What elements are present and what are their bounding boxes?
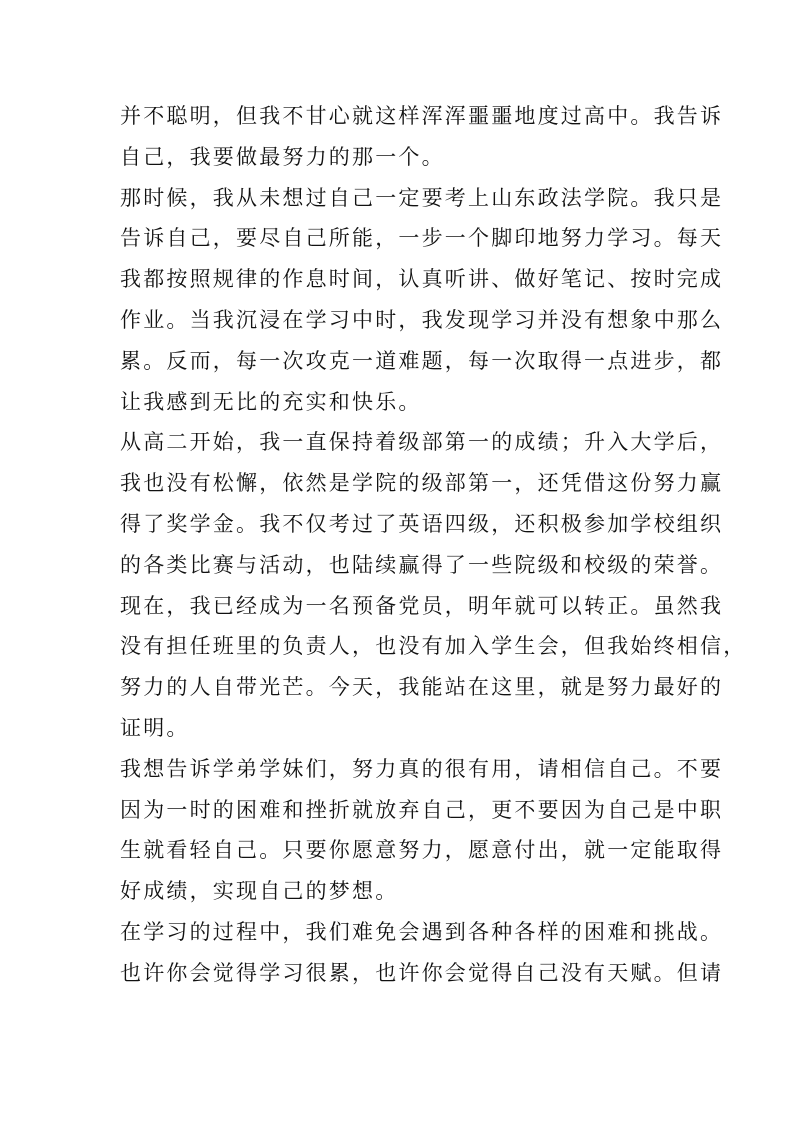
text-line: 告诉自己，要尽自己所能，一步一个脚印地努力学习。每天 [120,226,724,251]
text-line: 我都按照规律的作息时间，认真听讲、做好笔记、按时完成 [120,267,724,292]
text-line: 并不聪明，但我不甘心就这样浑浑噩噩地度过高中。我告诉 [120,104,724,128]
text-line: 那时候，我从未想过自己一定要考上山东政法学院。我只是 [120,185,724,210]
text-line: 好成绩，实现自己的梦想。 [120,879,399,904]
text-line: 证明。 [120,715,190,740]
text-line: 我想告诉学弟学妹们，努力真的很有用，请相信自己。不要 [120,756,724,781]
text-line: 因为一时的困难和挫折就放弃自己，更不要因为自己是中职 [120,797,724,822]
text-line: 得了奖学金。我不仅考过了英语四级，还积极参加学校组织 [120,511,724,536]
text-line: 让我感到无比的充实和快乐。 [120,389,422,414]
text-line: 现在，我已经成为一名预备党员，明年就可以转正。虽然我 [120,593,724,618]
text-line: 生就看轻自己。只要你愿意努力，愿意付出，就一定能取得 [120,838,724,863]
text-line: 没有担任班里的负责人，也没有加入学生会，但我始终相信， [120,634,747,659]
text-line: 的各类比赛与活动，也陆续赢得了一些院级和校级的荣誉。 [120,552,724,577]
text-line: 在学习的过程中，我们难免会遇到各种各样的困难和挑战。 [120,919,724,944]
text-line: 从高二开始，我一直保持着级部第一的成绩；升入大学后， [120,430,724,455]
document-body [120,96,747,994]
text-line: 也许你会觉得学习很累，也许你会觉得自己没有天赋。但请 [120,960,724,985]
text-line: 我也没有松懈，依然是学院的级部第一，还凭借这份努力赢 [120,471,724,496]
text-line: 累。反而，每一次攻克一道难题，每一次取得一点进步，都 [120,348,724,373]
text-line: 作业。当我沉浸在学习中时，我发现学习并没有想象中那么 [120,307,724,332]
text-line: 努力的人自带光芒。今天，我能站在这里，就是努力最好的 [120,675,724,700]
text-line: 自己，我要做最努力的那一个。 [120,144,445,169]
